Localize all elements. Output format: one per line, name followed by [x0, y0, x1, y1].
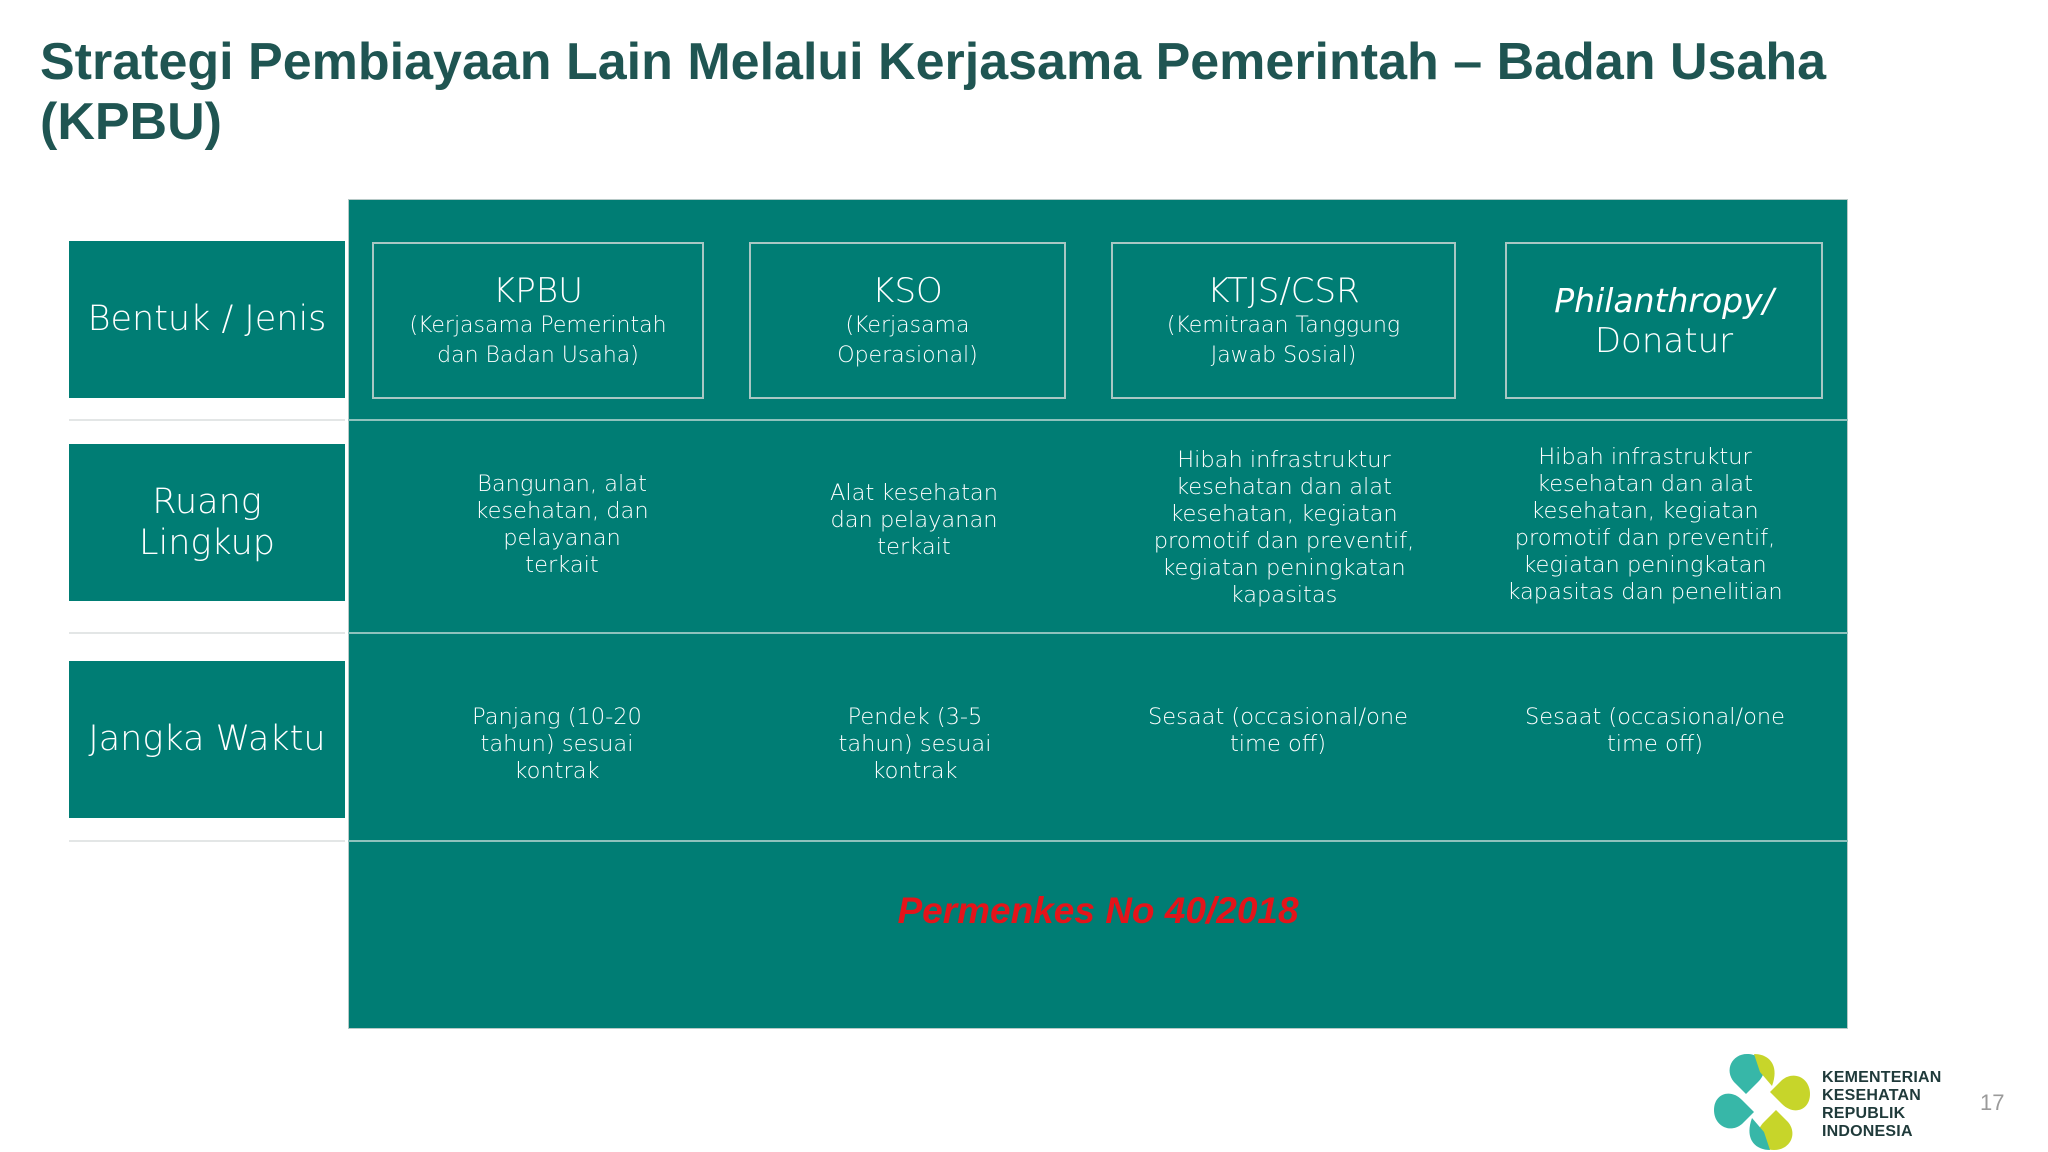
- header-ktjs-sub-2: Jawab Sosial): [1210, 342, 1357, 368]
- term-kpbu-line: kontrak: [514, 757, 600, 784]
- header-ktjs-title: KTJS/CSR: [1207, 270, 1360, 311]
- row-label-jangka-text: Jangka Waktu: [88, 719, 326, 759]
- scope-kso-line: terkait: [877, 533, 951, 560]
- regulation-note: Permenkes No 40/2018: [897, 890, 1299, 931]
- term-cell-ktjs-csr: [1128, 696, 1428, 766]
- header-kso-sub-2: Operasional): [837, 342, 978, 368]
- header-kso-title: KSO: [872, 270, 943, 311]
- row-separator: [69, 840, 345, 842]
- header-kpbu-title: KPBU: [493, 270, 583, 311]
- scope-cell-ktjs-csr: [1134, 440, 1434, 615]
- header-box-philanthropy: [1505, 242, 1823, 399]
- row-label-ruang-line-1: Ruang: [152, 481, 262, 522]
- scope-kpbu-line: Bangunan, alat: [477, 471, 647, 497]
- logo-text-line: KEMENTERIAN: [1822, 1069, 1942, 1086]
- scope-ktjs-line: promotif dan preventif,: [1153, 527, 1415, 554]
- header-philanthropy-line-2: Donatur: [1594, 321, 1734, 361]
- kemenkes-logo-text: [1822, 1069, 1942, 1141]
- term-kso-line: kontrak: [872, 757, 958, 784]
- scope-philanthropy-line: kapasitas dan penelitian: [1507, 578, 1783, 605]
- term-kso-line: Pendek (3-5: [847, 703, 983, 730]
- header-kpbu-sub-1: (Kerjasama Pemerintah: [409, 312, 667, 338]
- term-kpbu-line: Panjang (10-20: [472, 703, 642, 730]
- header-box-ktjs-csr: [1111, 242, 1456, 399]
- logo-text-line: INDONESIA: [1822, 1123, 1913, 1140]
- term-kso-line: tahun) sesuai: [838, 730, 992, 757]
- term-philanthropy-line: Sesaat (occasional/one: [1525, 704, 1785, 730]
- term-ktjs-line: Sesaat (occasional/one: [1148, 704, 1408, 730]
- scope-kpbu-line: pelayanan: [503, 525, 621, 551]
- scope-kpbu-line: kesehatan, dan: [475, 498, 649, 524]
- scope-kpbu-line: terkait: [525, 552, 599, 578]
- header-box-kpbu: [372, 242, 704, 399]
- logo-text-line: REPUBLIK: [1822, 1105, 1906, 1122]
- table-divider: [348, 840, 1848, 842]
- header-philanthropy-line-1: Philanthropy/: [1554, 281, 1774, 320]
- table-divider: [348, 419, 1848, 421]
- kemenkes-logo-icon: [1712, 1052, 1812, 1152]
- row-label-ruang-lingkup: [69, 444, 345, 601]
- row-label-bentuk-text: Bentuk / Jenis: [87, 299, 327, 339]
- scope-philanthropy-line: Hibah infrastruktur: [1538, 443, 1752, 470]
- scope-kso-line: Alat kesehatan: [830, 479, 998, 506]
- scope-kso-line: dan pelayanan: [830, 506, 998, 533]
- scope-ktjs-line: Hibah infrastruktur: [1177, 446, 1391, 473]
- scope-cell-kso: [784, 440, 1044, 600]
- scope-philanthropy-line: kesehatan, kegiatan: [1531, 497, 1759, 524]
- logo-text-line: KESEHATAN: [1822, 1087, 1921, 1104]
- row-label-ruang-line-2: Lingkup: [138, 522, 275, 563]
- scope-ktjs-line: kegiatan peningkatan: [1162, 554, 1406, 581]
- scope-cell-philanthropy: [1495, 437, 1795, 612]
- term-cell-kso: [785, 694, 1045, 794]
- term-cell-kpbu: [427, 694, 687, 794]
- term-ktjs-line: time off): [1229, 731, 1327, 757]
- scope-philanthropy-line: kegiatan peningkatan: [1523, 551, 1767, 578]
- scope-ktjs-line: kesehatan, kegiatan: [1170, 500, 1398, 527]
- scope-philanthropy-line: promotif dan preventif,: [1514, 524, 1776, 551]
- page-number: 17: [1980, 1090, 2005, 1115]
- header-kso-sub-1: (Kerjasama: [845, 312, 970, 338]
- scope-ktjs-line: kesehatan dan alat: [1176, 473, 1392, 500]
- header-kpbu-sub-2: dan Badan Usaha): [437, 342, 639, 368]
- header-ktjs-sub-1: (Kemitraan Tanggung: [1166, 312, 1401, 338]
- scope-cell-kpbu: [422, 440, 702, 610]
- row-separator: [69, 632, 345, 634]
- row-label-bentuk: [69, 241, 345, 398]
- term-kpbu-line: tahun) sesuai: [480, 730, 634, 757]
- row-separator: [69, 419, 345, 421]
- header-box-kso: [749, 242, 1066, 399]
- term-philanthropy-line: time off): [1606, 731, 1704, 757]
- scope-philanthropy-line: kesehatan dan alat: [1537, 470, 1753, 497]
- slide-title: Strategi Pembiayaan Lain Melalui Kerjasama Pemerintah – Badan Usaha (KPBU): [40, 33, 1827, 151]
- scope-ktjs-line: kapasitas: [1230, 581, 1338, 608]
- row-label-jangka-waktu: [69, 661, 345, 818]
- term-cell-philanthropy: [1505, 696, 1805, 766]
- table-divider: [348, 632, 1848, 634]
